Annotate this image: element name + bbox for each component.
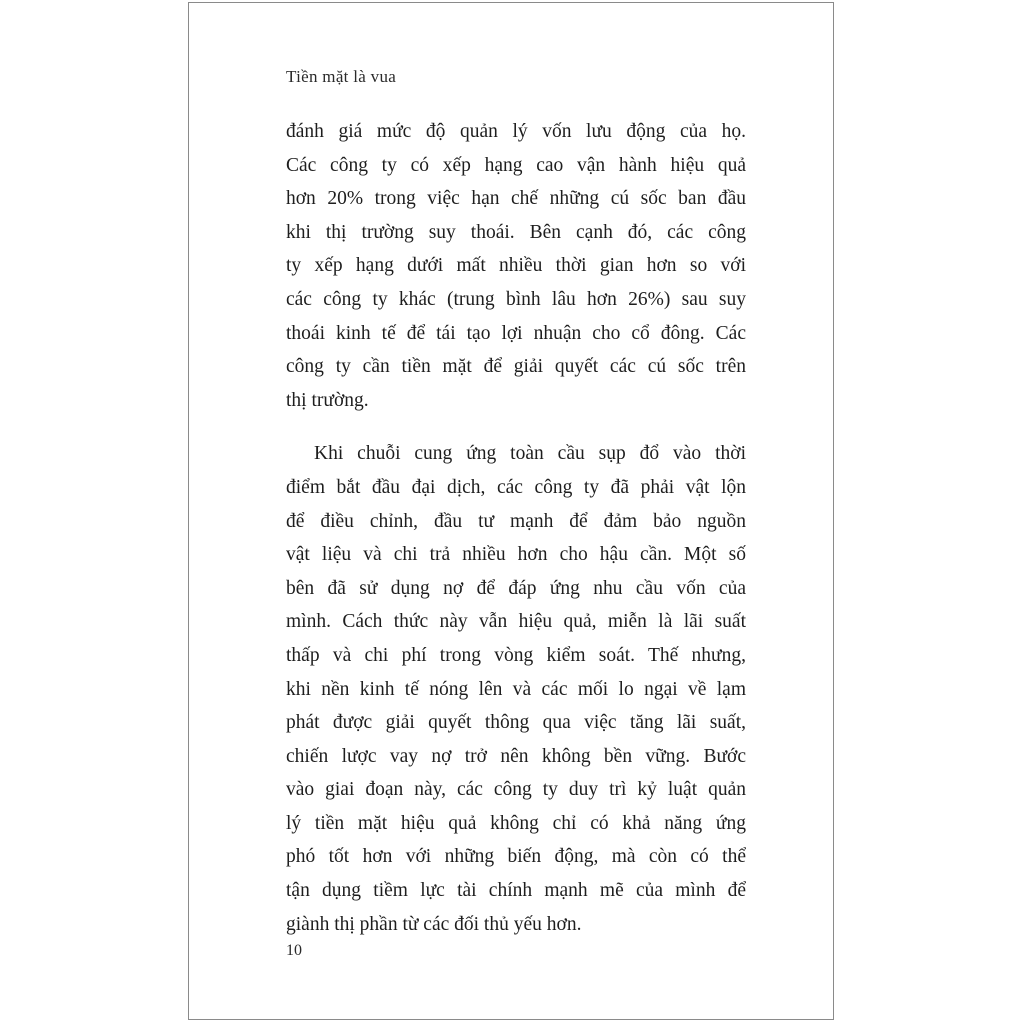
- text-line: tận dụng tiềm lực tài chính mạnh mẽ của mình để: [286, 880, 746, 902]
- text-line: phát được giải quyết thông qua việc tăng lãi suất,: [286, 712, 746, 734]
- text-line: khi nền kinh tế nóng lên và các mối lo ngại về lạm: [286, 678, 746, 700]
- book-page: [188, 2, 834, 1020]
- text-line: thoái kinh tế để tái tạo lợi nhuận cho cổ đông. Các: [286, 322, 746, 344]
- text-line: lý tiền mặt hiệu quả không chỉ có khả năng ứng: [286, 812, 746, 834]
- text-line: Các công ty có xếp hạng cao vận hành hiệu quả: [286, 154, 746, 176]
- page-number: 10: [286, 942, 302, 959]
- paragraph-2: [286, 437, 746, 941]
- text-line: chiến lược vay nợ trở nên không bền vững. Bước: [286, 745, 746, 767]
- running-header: Tiền mặt là vua: [286, 67, 397, 86]
- paragraph-1: [286, 115, 746, 417]
- text-line: phó tốt hơn với những biến động, mà còn có thể: [286, 846, 746, 868]
- text-line: giành thị phần từ các đối thủ yếu hơn.: [286, 913, 582, 935]
- text-line: thấp và chi phí trong vòng kiểm soát. Thế nhưng,: [286, 644, 746, 666]
- body-text: [286, 115, 746, 941]
- text-line: mình. Cách thức này vẫn hiệu quả, miễn là lãi suất: [286, 611, 746, 633]
- text-line: bên đã sử dụng nợ để đáp ứng nhu cầu vốn của: [286, 577, 746, 599]
- text-line: Khi chuỗi cung ứng toàn cầu sụp đổ vào thời: [314, 443, 746, 465]
- text-line: hơn 20% trong việc hạn chế những cú sốc ban đầu: [286, 188, 746, 210]
- text-line: khi thị trường suy thoái. Bên cạnh đó, các công: [286, 221, 746, 243]
- text-line: để điều chỉnh, đầu tư mạnh để đảm bảo nguồn: [286, 510, 746, 532]
- text-line: thị trường.: [286, 389, 369, 411]
- text-line: công ty cần tiền mặt để giải quyết các cú sốc trên: [286, 356, 746, 378]
- text-line: đánh giá mức độ quản lý vốn lưu động của họ.: [286, 121, 746, 142]
- paragraph-spacer: [286, 417, 746, 437]
- text-line: các công ty khác (trung bình lâu hơn 26%) sau suy: [286, 288, 746, 310]
- text-line: ty xếp hạng dưới mất nhiều thời gian hơn so với: [286, 255, 746, 277]
- text-line: điểm bắt đầu đại dịch, các công ty đã phải vật lộn: [286, 476, 746, 498]
- text-line: vào giai đoạn này, các công ty duy trì kỷ luật quản: [286, 779, 746, 801]
- text-line: vật liệu và chi trả nhiều hơn cho hậu cần. Một số: [286, 544, 746, 566]
